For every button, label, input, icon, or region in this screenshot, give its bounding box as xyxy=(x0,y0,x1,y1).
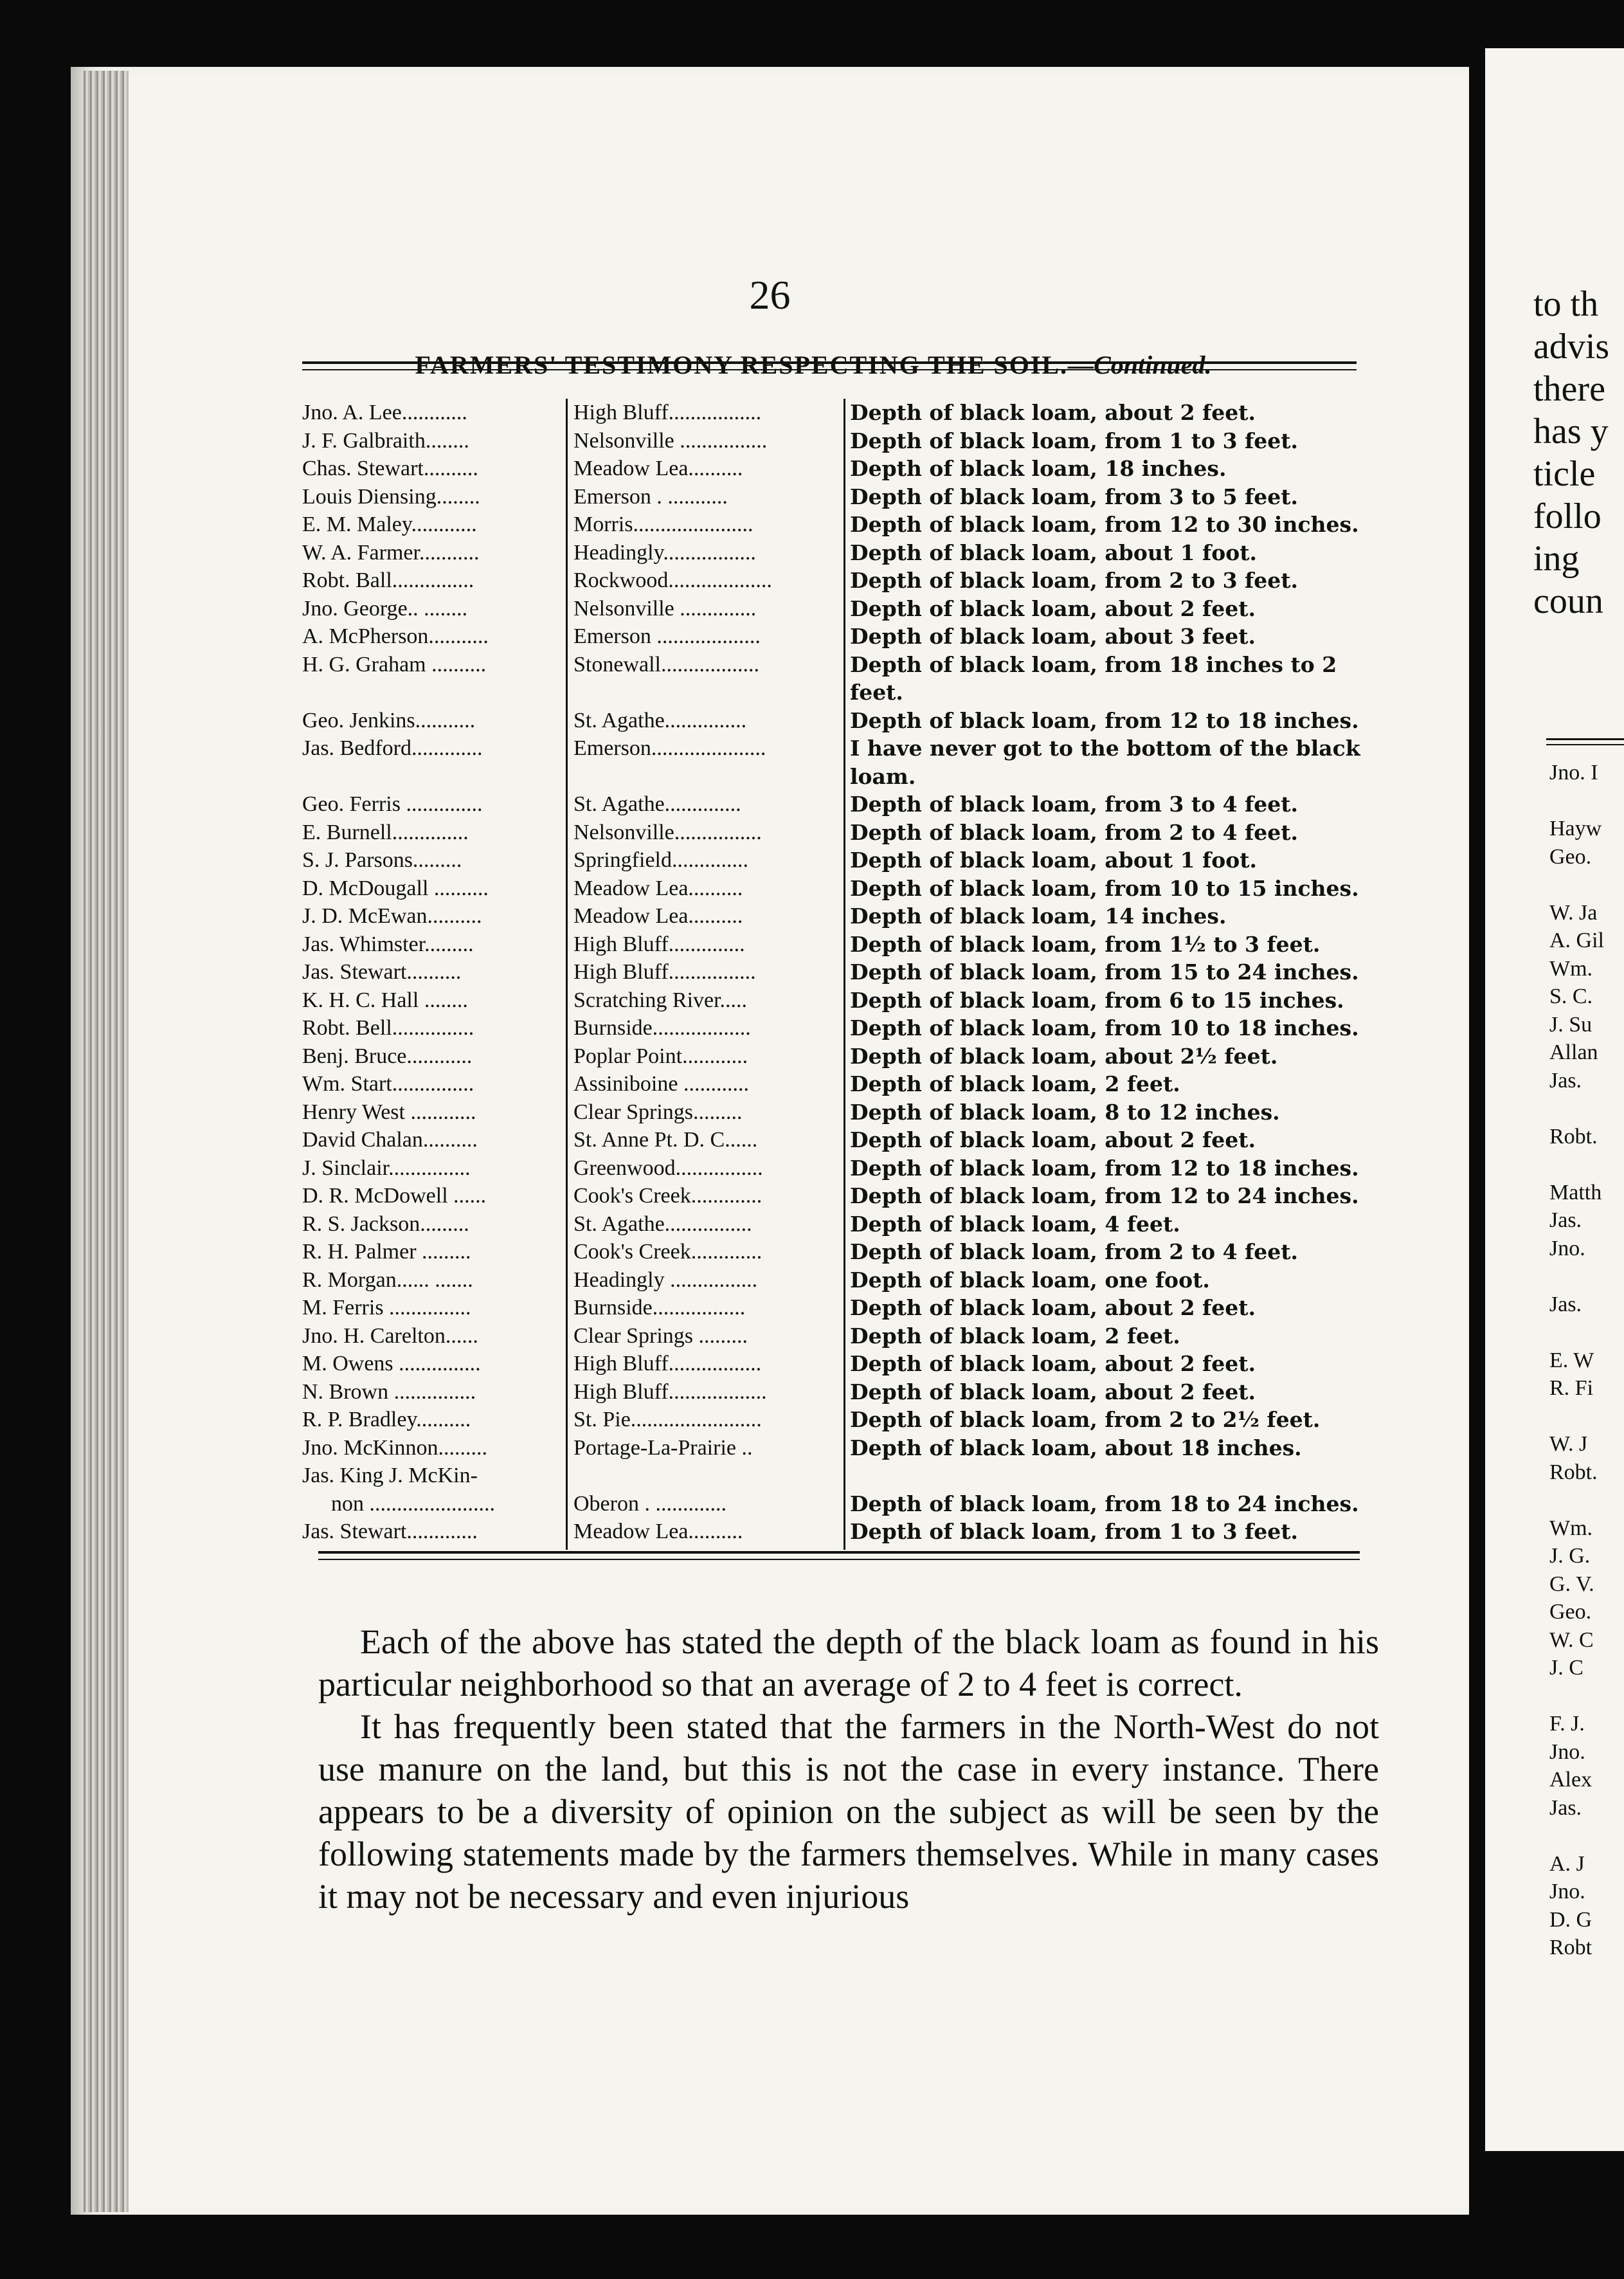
locality: Portage-La-Prairie .. xyxy=(573,1435,753,1460)
farmer-name: Jno. A. Lee............ xyxy=(302,401,467,424)
table-row xyxy=(302,511,1376,539)
testimony: Depth of black loam, from 12 to 18 inches. xyxy=(850,1155,1359,1181)
body-text xyxy=(318,1621,1379,1918)
right-page-name: Hayw xyxy=(1549,817,1602,840)
testimony: Depth of black loam, 18 inches. xyxy=(850,456,1227,481)
farmer-name: Jno. George.. ........ xyxy=(302,596,468,621)
right-page-text xyxy=(1533,283,1609,622)
locality: High Bluff.................. xyxy=(573,1379,767,1404)
right-page-name: D. G xyxy=(1549,1907,1592,1932)
table-row xyxy=(302,1042,1376,1071)
testimony: Depth of black loam, 2 feet. xyxy=(850,1071,1180,1096)
testimony: I have never got to the bottom of the black loam. xyxy=(850,736,1360,789)
right-page-name xyxy=(1549,1822,1604,1850)
locality: High Bluff................ xyxy=(573,960,756,984)
right-page-name: W. C xyxy=(1549,1628,1594,1652)
farmer-name: E. Burnell.............. xyxy=(302,820,469,844)
table-row xyxy=(302,958,1376,986)
right-page-rule xyxy=(1546,738,1624,745)
right-page-name: Jno. I xyxy=(1549,761,1598,785)
table-row xyxy=(302,1238,1376,1266)
farmer-name: David Chalan.......... xyxy=(302,1128,478,1152)
table-row xyxy=(302,902,1376,931)
right-page-name: F. J. xyxy=(1549,1712,1585,1736)
right-page-name: Jas. xyxy=(1549,1208,1582,1232)
locality: Cook's Creek............. xyxy=(573,1184,762,1208)
farmer-name: J. Sinclair............... xyxy=(302,1156,471,1180)
locality: High Bluff.............. xyxy=(573,932,745,956)
locality: Nelsonville................ xyxy=(573,820,762,844)
farmer-name: Robt. Bell............... xyxy=(302,1016,474,1040)
right-page-name xyxy=(1549,1403,1604,1431)
farmer-name: Wm. Start............... xyxy=(302,1072,474,1096)
locality: Greenwood................ xyxy=(573,1156,763,1180)
table-row xyxy=(302,1434,1376,1462)
locality: Meadow Lea.......... xyxy=(573,457,743,480)
right-page-name: J. Su xyxy=(1549,1012,1592,1037)
farmer-name: Jas. Stewart.......... xyxy=(302,960,462,984)
page-edge-stack xyxy=(84,71,129,2212)
farmer-name: R. Morgan...... ....... xyxy=(302,1267,473,1292)
farmer-name: Jno. McKinnon......... xyxy=(302,1435,488,1460)
right-page-name: Robt. xyxy=(1549,1460,1598,1484)
locality: Oberon . ............. xyxy=(573,1491,726,1516)
locality: Rockwood................... xyxy=(573,568,772,592)
table-row xyxy=(302,455,1376,483)
locality: Scratching River..... xyxy=(573,988,748,1012)
right-page-name: Matth xyxy=(1549,1180,1602,1204)
testimony: Depth of black loam, about 2 feet. xyxy=(850,1351,1256,1376)
farmer-name: Jas. Bedford............. xyxy=(302,736,483,760)
table-row xyxy=(302,1182,1376,1210)
farmer-name: R. P. Bradley.......... xyxy=(302,1408,471,1431)
farmer-name: M. Ferris ............... xyxy=(302,1296,471,1320)
right-page-line: follo xyxy=(1533,496,1601,536)
right-page-name xyxy=(1549,1318,1604,1347)
farmer-name: Robt. Ball............... xyxy=(302,568,474,592)
table-row xyxy=(302,483,1376,511)
locality: St. Agathe............... xyxy=(573,708,747,732)
farmer-name: Jas. Stewart............. xyxy=(302,1520,478,1543)
right-page-line: advis xyxy=(1533,327,1610,367)
right-page-name xyxy=(1549,1486,1604,1514)
right-page-name: Robt xyxy=(1549,1936,1592,1959)
testimony: Depth of black loam, from 18 to 24 inches. xyxy=(850,1491,1359,1516)
right-page-name: R. Fi xyxy=(1549,1376,1594,1400)
right-page-name: Jno. xyxy=(1549,1880,1585,1903)
table-row xyxy=(302,1014,1376,1042)
farmer-name: W. A. Farmer........... xyxy=(302,540,480,565)
right-page-name: Allan xyxy=(1549,1040,1598,1064)
farmer-name xyxy=(302,1462,566,1518)
locality: St. Pie........................ xyxy=(573,1408,762,1431)
table-rows xyxy=(302,399,1376,1546)
right-page-name: Alex xyxy=(1549,1768,1592,1792)
farmer-name: R. H. Palmer ......... xyxy=(302,1240,471,1264)
table-row xyxy=(302,1294,1376,1322)
farmer-name: Geo. Jenkins........... xyxy=(302,708,476,732)
right-page-line: ticle xyxy=(1533,454,1596,494)
right-page-name xyxy=(1549,1682,1604,1711)
farmer-name: H. G. Graham .......... xyxy=(302,652,487,676)
right-page-name: Jas. xyxy=(1549,1068,1582,1093)
locality: Meadow Lea.......... xyxy=(573,876,743,900)
locality: Cook's Creek............. xyxy=(573,1240,762,1264)
testimony: Depth of black loam, from 2 to 4 feet. xyxy=(850,1239,1298,1264)
right-page-name xyxy=(1549,1150,1604,1179)
testimony: Depth of black loam, from 18 inches to 2 feet. xyxy=(850,651,1337,705)
farmer-name-line: non ....................... xyxy=(331,1491,495,1516)
testimony: Depth of black loam, from 1½ to 3 feet. xyxy=(850,931,1321,957)
locality: High Bluff................. xyxy=(573,401,762,424)
testimony: Depth of black loam, from 12 to 30 inches. xyxy=(850,512,1359,537)
testimony: Depth of black loam, about 2 feet. xyxy=(850,1127,1256,1152)
right-page-name: E. W xyxy=(1549,1348,1594,1372)
locality: Stonewall.................. xyxy=(573,652,759,676)
right-page-name: J. G. xyxy=(1549,1544,1591,1568)
locality: Clear Springs......... xyxy=(573,1100,743,1124)
table-row xyxy=(302,931,1376,959)
table-row xyxy=(302,875,1376,903)
table-row xyxy=(302,986,1376,1015)
table-row xyxy=(302,595,1376,623)
locality: St. Anne Pt. D. C...... xyxy=(573,1128,758,1152)
right-page-name: S. C. xyxy=(1549,985,1593,1008)
table-row xyxy=(302,734,1376,790)
paragraph-average-depth: Each of the above has stated the depth of the black loam as found in his particular neighborhood so that an average of 2 to 4 feet is correct. xyxy=(318,1622,1379,1703)
farmer-name: N. Brown ............... xyxy=(302,1379,476,1404)
farmer-name: M. Owens ............... xyxy=(302,1352,481,1376)
locality: Headingly ................ xyxy=(573,1267,758,1292)
testimony: Depth of black loam, from 6 to 15 inches. xyxy=(850,987,1344,1013)
right-page-name: G. V. xyxy=(1549,1572,1594,1596)
locality: Emerson . ........... xyxy=(573,484,728,509)
paragraph-manure: It has frequently been stated that the farmers in the North-West do not use manure on the land, but this is not the case in every instance. There appears to be a diversity of opinion on the subject as will be seen by the following statements made by the farmers themselves. While in many cases it may not be necessary and even injurious xyxy=(318,1707,1379,1916)
testimony: Depth of black loam, one foot. xyxy=(850,1267,1210,1293)
farmer-name-line: Jas. King J. McKin- xyxy=(302,1464,478,1487)
testimony: Depth of black loam, about 2 feet. xyxy=(850,595,1256,621)
farmer-name: Chas. Stewart.......... xyxy=(302,457,478,480)
right-page-name xyxy=(1549,1094,1604,1123)
testimony: Depth of black loam, from 2 to 2½ feet. xyxy=(850,1407,1321,1432)
table-row xyxy=(302,1098,1376,1127)
farmer-name: Geo. Ferris .............. xyxy=(302,792,483,816)
testimony: Depth of black loam, from 3 to 4 feet. xyxy=(850,792,1298,817)
right-page-name xyxy=(1549,787,1604,815)
table-row xyxy=(302,1518,1376,1546)
page-number: 26 xyxy=(749,272,791,318)
locality: Nelsonville ................ xyxy=(573,428,768,453)
testimony: Depth of black loam, from 1 to 3 feet. xyxy=(850,428,1298,453)
table-row xyxy=(302,1126,1376,1154)
table-row xyxy=(302,819,1376,847)
farmer-name: Jno. H. Carelton...... xyxy=(302,1323,478,1348)
farmer-name: J. D. McEwan.......... xyxy=(302,904,482,928)
table-row xyxy=(302,1322,1376,1350)
locality: Meadow Lea.......... xyxy=(573,904,743,928)
right-page-line: ing xyxy=(1533,539,1580,579)
locality: Meadow Lea.......... xyxy=(573,1520,743,1543)
testimony: Depth of black loam, about 2 feet. xyxy=(850,1295,1256,1320)
testimony: Depth of black loam, about 3 feet. xyxy=(850,624,1256,649)
right-page-line: to th xyxy=(1533,284,1599,324)
locality: St. Agathe.............. xyxy=(573,792,741,816)
right-page-line: coun xyxy=(1533,581,1603,621)
table-row xyxy=(302,567,1376,595)
testimony: Depth of black loam, from 15 to 24 inches. xyxy=(850,959,1359,985)
farmer-name: D. R. McDowell ...... xyxy=(302,1184,487,1208)
locality: Assiniboine ............ xyxy=(573,1072,749,1096)
table-row xyxy=(302,399,1376,427)
testimony: Depth of black loam, from 2 to 4 feet. xyxy=(850,819,1298,845)
locality: Emerson..................... xyxy=(573,736,766,760)
farmer-name: Jas. Whimster......... xyxy=(302,932,474,956)
table-row xyxy=(302,1378,1376,1406)
right-page-name: Wm. xyxy=(1549,956,1593,981)
testimony: Depth of black loam, from 10 to 18 inches. xyxy=(850,1015,1359,1040)
table-row xyxy=(302,1154,1376,1183)
table-row xyxy=(302,846,1376,875)
locality: Burnside................. xyxy=(573,1296,746,1320)
table-bottom-rule xyxy=(318,1551,1360,1560)
farmer-name: R. S. Jackson......... xyxy=(302,1212,469,1236)
farmer-name: D. McDougall .......... xyxy=(302,876,489,900)
table-top-rule xyxy=(302,361,1357,370)
locality: Emerson ................... xyxy=(573,624,761,648)
locality: Nelsonville .............. xyxy=(573,596,757,621)
testimony: Depth of black loam, about 2½ feet. xyxy=(850,1043,1278,1069)
locality: Springfield.............. xyxy=(573,848,748,872)
testimony: Depth of black loam, about 2 feet. xyxy=(850,400,1256,425)
right-page-name: Jas. xyxy=(1549,1292,1582,1316)
locality: High Bluff................. xyxy=(573,1352,762,1376)
testimony: Depth of black loam, 14 inches. xyxy=(850,903,1227,929)
farmer-name: J. F. Galbraith........ xyxy=(302,428,469,453)
testimony: Depth of black loam, about 1 foot. xyxy=(850,848,1257,873)
farmer-name: Henry West ............ xyxy=(302,1100,476,1124)
right-page-name: Geo. xyxy=(1549,844,1592,869)
right-page-name: A. J xyxy=(1549,1851,1585,1876)
locality: Morris...................... xyxy=(573,513,753,536)
table-row xyxy=(302,651,1376,707)
right-page-name: Geo. xyxy=(1549,1600,1592,1624)
farmer-name: Benj. Bruce............ xyxy=(302,1044,473,1068)
locality: Burnside.................. xyxy=(573,1016,751,1040)
testimony: Depth of black loam, about 1 foot. xyxy=(850,540,1257,565)
right-page-name: Jno. xyxy=(1549,1236,1585,1260)
locality: St. Agathe................ xyxy=(573,1212,752,1236)
table-row xyxy=(302,707,1376,735)
table-row xyxy=(302,1070,1376,1098)
right-page-names xyxy=(1549,759,1604,1962)
farmer-name: S. J. Parsons......... xyxy=(302,848,462,872)
locality: Poplar Point............ xyxy=(573,1044,748,1068)
right-page-name: J. C xyxy=(1549,1656,1583,1680)
testimony: Depth of black loam, 8 to 12 inches. xyxy=(850,1099,1280,1125)
locality: Headingly................. xyxy=(573,540,756,565)
farmer-name: K. H. C. Hall ........ xyxy=(302,988,468,1012)
farmer-name: E. M. Maley............ xyxy=(302,513,477,536)
table-row xyxy=(302,427,1376,455)
testimony: Depth of black loam, from 12 to 18 inches. xyxy=(850,707,1359,733)
running-head-continued: —Continued. xyxy=(1068,350,1212,379)
testimony: Depth of black loam, 4 feet. xyxy=(850,1211,1180,1237)
table-row xyxy=(302,1210,1376,1239)
farmer-name: A. McPherson........... xyxy=(302,624,489,648)
right-page-name xyxy=(1549,871,1604,899)
testimony: Depth of black loam, from 1 to 3 feet. xyxy=(850,1519,1298,1544)
right-page-name xyxy=(1549,1262,1604,1291)
running-head-title: FARMERS' TESTIMONY RESPECTING THE SOIL. xyxy=(415,350,1069,379)
table-row xyxy=(302,539,1376,567)
right-page-name: A. Gil xyxy=(1549,929,1604,952)
testimony: Depth of black loam, from 10 to 15 inches. xyxy=(850,875,1359,901)
testimony: Depth of black loam, from 2 to 3 feet. xyxy=(850,568,1298,593)
right-page-line: has y xyxy=(1533,412,1609,451)
table-row xyxy=(302,790,1376,819)
table-row xyxy=(302,1350,1376,1378)
right-page-name: Jas. xyxy=(1549,1795,1582,1820)
testimony: Depth of black loam, from 12 to 24 inches. xyxy=(850,1183,1359,1208)
testimony: Depth of black loam, about 2 feet. xyxy=(850,1379,1256,1404)
table-row xyxy=(302,1406,1376,1434)
testimony-table xyxy=(302,399,1376,1550)
farmer-name: Louis Diensing........ xyxy=(302,484,480,509)
table-row xyxy=(302,622,1376,651)
testimony: Depth of black loam, 2 feet. xyxy=(850,1323,1180,1348)
right-page-name: W. J xyxy=(1549,1432,1588,1456)
right-page-name: Wm. xyxy=(1549,1516,1593,1540)
table-row xyxy=(302,1462,1376,1518)
testimony: Depth of black loam, from 3 to 5 feet. xyxy=(850,484,1298,509)
right-page-name: Robt. xyxy=(1549,1124,1598,1149)
right-page-name: Jno. xyxy=(1549,1739,1585,1764)
testimony: Depth of black loam, about 18 inches. xyxy=(850,1435,1302,1460)
locality: Clear Springs ......... xyxy=(573,1323,748,1348)
right-page-name: W. Ja xyxy=(1549,900,1598,925)
right-page-line: there xyxy=(1533,369,1605,409)
table-row xyxy=(302,1266,1376,1294)
